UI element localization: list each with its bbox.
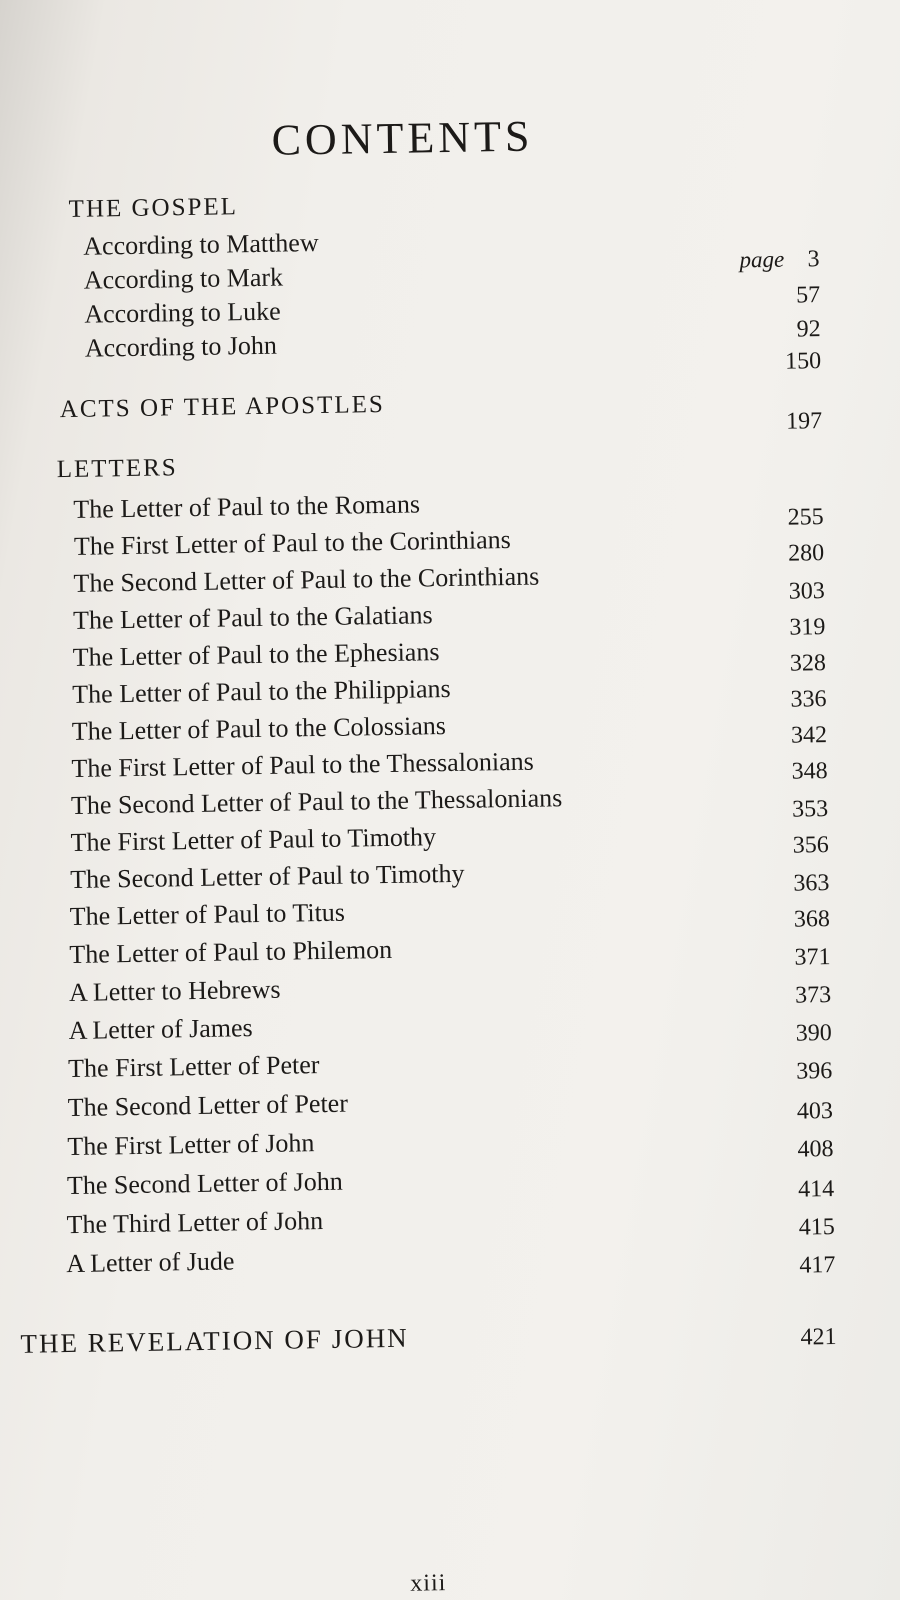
toc-entry-colossians: The Letter of Paul to the Colossians: [71, 711, 447, 746]
page-number-james: 390: [795, 1020, 832, 1047]
page-number-matthew: 3: [807, 246, 820, 273]
page-number-titus: 368: [793, 906, 831, 933]
section-heading-acts: ACTS OF THE APOSTLES: [59, 390, 386, 424]
toc-entry-hebrews: A Letter to Hebrews: [68, 974, 281, 1008]
page-number-mark: 57: [795, 282, 821, 309]
section-heading-letters: LETTERS: [56, 454, 178, 484]
page-number-romans: 255: [787, 504, 824, 531]
page-number-1-thessalonians: 348: [791, 758, 828, 785]
page-column-label: page: [739, 246, 785, 273]
toc-entry-1-corinthians: The First Letter of Paul to the Corinthians: [73, 525, 512, 561]
toc-entry-mark: According to Mark: [83, 262, 284, 295]
page-number-3-john: 415: [798, 1214, 835, 1241]
toc-entry-3-john: The Third Letter of John: [66, 1206, 324, 1240]
toc-entry-1-peter: The First Letter of Peter: [67, 1050, 320, 1084]
page-number-2-thessalonians: 353: [791, 796, 829, 823]
page-number-1-corinthians: 280: [787, 540, 825, 567]
toc-entry-matthew: According to Matthew: [83, 227, 319, 261]
page-number-galatians: 319: [789, 614, 826, 641]
page-number-philippians: 336: [790, 686, 827, 713]
page-number-revelation: 421: [800, 1323, 837, 1351]
page-number-2-john: 414: [797, 1176, 835, 1203]
toc-entry-james: A Letter of James: [68, 1013, 253, 1046]
section-heading-gospel: THE GOSPEL: [68, 193, 239, 223]
page-number-2-peter: 403: [796, 1098, 834, 1125]
toc-entry-2-john: The Second Letter of John: [66, 1166, 344, 1201]
page-number-2-timothy: 363: [793, 870, 830, 897]
page-number-hebrews: 373: [794, 982, 832, 1009]
page-number-ephesians: 328: [789, 650, 827, 677]
page-number-1-john: 408: [797, 1136, 834, 1163]
page-number-1-peter: 396: [796, 1058, 833, 1085]
toc-entry-philemon: The Letter of Paul to Philemon: [69, 934, 393, 969]
toc-entry-2-peter: The Second Letter of Peter: [67, 1088, 349, 1123]
page-number-acts: 197: [785, 408, 823, 435]
page-number-philemon: 371: [794, 944, 831, 971]
toc-entry-jude: A Letter of Jude: [66, 1246, 235, 1279]
page-number-1-timothy: 356: [792, 832, 829, 859]
page-number-colossians: 342: [790, 722, 828, 749]
toc-entry-1-thessalonians: The First Letter of Paul to the Thessalonians: [71, 746, 535, 783]
toc-entry-2-corinthians: The Second Letter of Paul to the Corinthians: [73, 561, 540, 598]
page-folio: xiii: [410, 1570, 447, 1597]
section-heading-revelation: THE REVELATION OF JOHN: [20, 1322, 409, 1359]
page-title: CONTENTS: [271, 111, 534, 165]
toc-entry-philippians: The Letter of Paul to the Philippians: [72, 673, 451, 709]
toc-entry-2-thessalonians: The Second Letter of Paul to the Thessalonians: [70, 783, 563, 820]
toc-entry-2-timothy: The Second Letter of Paul to Timothy: [69, 858, 465, 894]
toc-entry-romans: The Letter of Paul to the Romans: [73, 489, 421, 524]
page-number-jude: 417: [799, 1252, 836, 1279]
toc-entry-titus: The Letter of Paul to Titus: [69, 897, 346, 931]
page-number-2-corinthians: 303: [788, 578, 825, 605]
toc-entry-galatians: The Letter of Paul to the Galatians: [72, 600, 433, 635]
toc-entry-1-john: The First Letter of John: [67, 1128, 315, 1162]
page-number-john: 150: [784, 348, 822, 375]
toc-entry-john: According to John: [84, 330, 278, 363]
toc-entry-1-timothy: The First Letter of Paul to Timothy: [70, 822, 437, 857]
toc-entry-ephesians: The Letter of Paul to the Ephesians: [72, 637, 440, 672]
page-number-luke: 92: [796, 316, 821, 343]
toc-entry-luke: According to Luke: [84, 296, 281, 329]
